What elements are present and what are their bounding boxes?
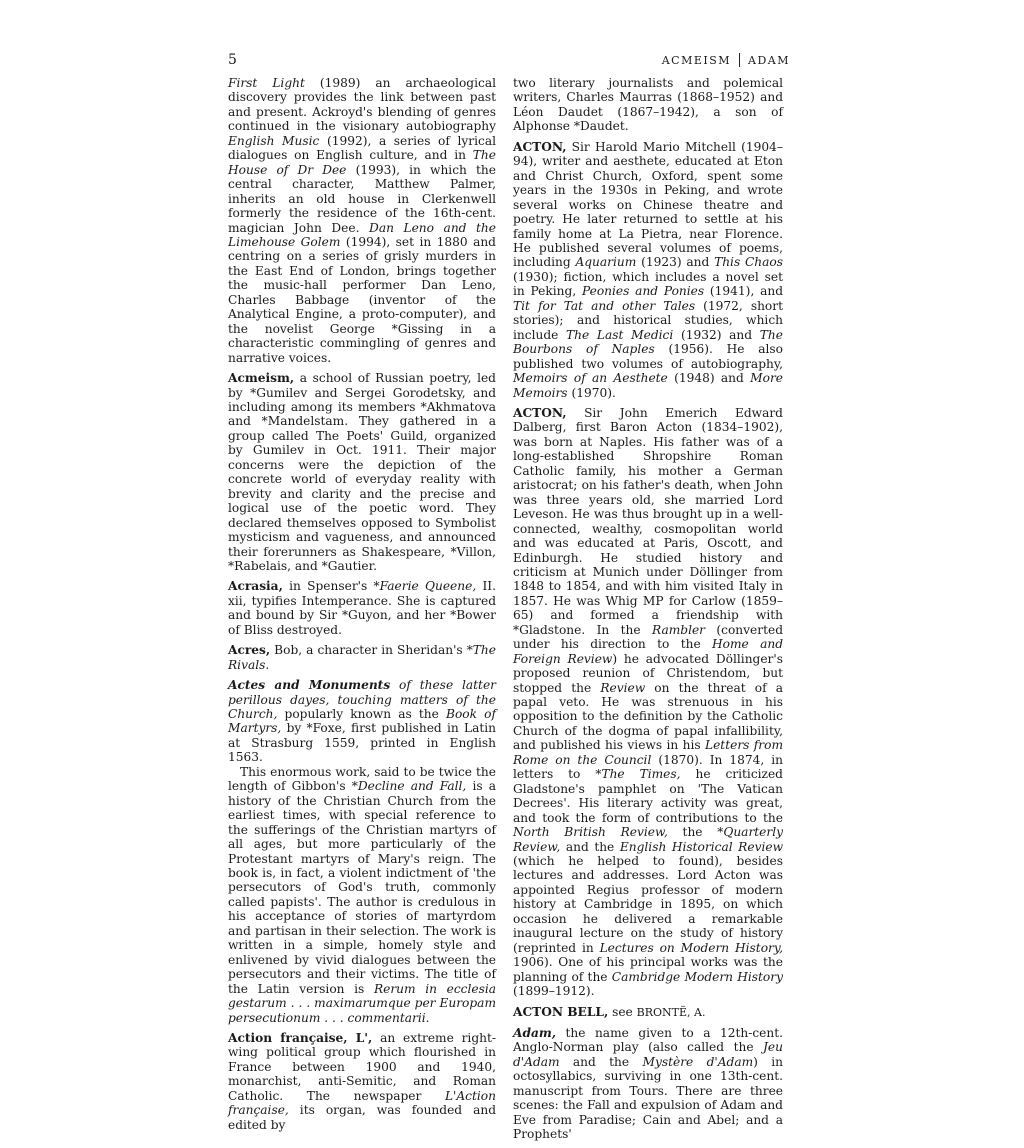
right-column	[513, 76, 783, 1148]
cross-reference: BRONTË, A.	[636, 1005, 706, 1019]
headword: ACTON,	[513, 139, 567, 154]
entry-acton-john: ACTON, Sir John Emerich Edward Dalberg, first Baron Acton (1834–1902), was born at Naples. His father was of a long-established Shropshire Roman Catholic family, his mother a German aristocrat; on his father's death, when John was three years old, she married Lord Leveson. He was thus brought up in a well-connected, wealthy, cosmopolitan world and was educated at Paris, Oscott, and Edinburgh. He studied history and criticism at Munich under Döllinger from 1848 to 1854, and with him visited Italy in 1857. He was Whig MP for Carlow (1859–65) and formed a friendship with *Gladstone. In the Rambler (converted under his direction to the Home and Foreign Review) he advocated Döllinger's proposed reunion of Christendom, but stopped the Review on the threat of a papal veto. He was strenuous in his opposition to the definition by the Catholic Church of the dogma of papal infallibility, and published his views in his Letters from Rome on the Council (1870). In 1874, in letters to *The Times, he criticized Gladstone's pamphlet on 'The Vatican Decrees'. His literary activity was great, and took the form of contributions to the North British Review, the *Quarterly Review, and the English Historical Review (which he helped to found), besides lectures and addresses. Lord Acton was appointed Regius professor of modern history at Cambridge in 1895, on which occasion he delivered a remarkable inaugural lecture on the study of history (reprinted in Lectures on Modern History, 1906). One of his principal works was the planning of the Cambridge Modern History (1899–1912).	[513, 405, 784, 999]
running-head-divider	[739, 53, 740, 67]
headword: Acrasia,	[228, 579, 283, 594]
headword: Actes and Monuments	[228, 678, 391, 693]
entry-acton-bell: ACTON BELL, see BRONTË, A.	[513, 1004, 706, 1019]
entry-actes-and-monuments-body: This enormous work, said to be twice the length of Gibbon's *Decline and Fall, is a history of the Christian Church from the earliest times, with special reference to the sufferings of the Christian martyrs of all ages, but more particularly of the Protestant martyrs of Mary's reign. The book is, in fact, a violent indictment of 'the persecutors of God's truth, commonly called papists'. The author is credulous in his acceptance of stories of martyrdom and partisan in their selection. The work is written in a simple, homely style and enlivened by vivid dialogues between the persecutors and their victims. The title of the Latin version is Rerum in ecclesia gestarum . . . maximarumque per Europam persecutionum . . . commentarii.	[228, 764, 496, 1025]
headword: Acres,	[228, 643, 271, 658]
entry-actes-and-monuments: Actes and Monuments of these latter perillous dayes, touching matters of the Church, popularly known as the Book of Martyrs, by *Foxe, first published in Latin at Strasburg 1559, printed in English 1563.	[228, 678, 496, 765]
entry-action-francaise-continued: two literary journalists and polemical writers, Charles Maurras (1868–1952) and Léon Daudet (1867–1942), a son of Alphonse *Daudet.	[513, 76, 783, 134]
running-head	[662, 53, 790, 67]
entry-acton-harold: ACTON, Sir Harold Mario Mitchell (1904–94), writer and aesthete, educated at Eton and Christ Church, Oxford, spent some years in the 1930s in Peking, and wrote several works on Chinese theatre and poetry. He later returned to settle at his family home at La Pietra, near Florence. He published several volumes of poems, including Aquarium (1923) and This Chaos (1930); fiction, which includes a novel set in Peking, Peonies and Ponies (1941), and Tit for Tat and other Tales (1972, short stories); and historical studies, which include The Last Medici (1932) and The Bourbons of Naples (1956). He also published two volumes of autobiography, Memoirs of an Aesthete (1948) and More Memoirs (1970).	[513, 139, 784, 400]
left-column	[228, 76, 496, 1138]
headword: Action française, L',	[228, 1031, 373, 1045]
page-number: 5	[228, 52, 237, 68]
running-head-last-entry: ADAM	[748, 53, 790, 67]
entry-ackroyd-continued: First Light (1989) an archaeological discovery provides the link between past and present. Ackroyd's blending of genres continued in the visionary autobiography English Music (1992), a series of lyrical dialogues on English culture, and in The House of Dr Dee (1993), in which the central character, Matthew Palmer, inherits an old house in Clerkenwell formerly the residence of the 16th-cent. magician John Dee. Dan Leno and the Limehouse Golem (1994), set in 1880 and centring on a series of grisly murders in the East End of London, brings together the music-hall performer Dan Leno, Charles Babbage (inventor of the Analytical Engine, a proto-computer), and the novelist George *Gissing in a characteristic commingling of genres and narrative voices.	[228, 76, 496, 365]
entry-acrasia: Acrasia, in Spenser's *Faerie Queene, II. xii, typifies Intemperance. She is captured and bound by Sir *Guyon, and her *Bower of Bliss destroyed.	[228, 579, 496, 637]
headword: ACTON BELL,	[513, 1004, 609, 1019]
headword: ACTON,	[513, 405, 567, 420]
headword: Adam,	[513, 1026, 557, 1040]
running-head-first-entry: ACMEISM	[661, 53, 732, 67]
entry-action-francaise: Action française, L', an extreme right-wing political group which flourished in France between 1900 and 1940, monarchist, anti-Semitic, and Roman Catholic. The newspaper L'Action française, its organ, was founded and edited by	[228, 1031, 496, 1132]
entry-adam: Adam, the name given to a 12th-cent. Anglo-Norman play (also called the Jeu d'Adam and the Mystère d'Adam) in octosyllabics, surviving in one 13th-cent. manuscript from Tours. There are three scenes: the Fall and expulsion of Adam and Eve from Paradise; Cain and Abel; and a Prophets'	[513, 1026, 783, 1142]
headword: Acmeism,	[228, 371, 295, 386]
entry-acres: Acres, Bob, a character in Sheridan's *The Rivals.	[228, 643, 496, 672]
entry-acmeism: Acmeism, a school of Russian poetry, led by *Gumilev and Sergei Gorodetsky, and including among its members *Akhmatova and *Mandelstam. They gathered in a group called The Poets' Guild, organized by Gumilev in Oct. 1911. Their major concerns were the depiction of the concrete world of everyday reality with brevity and clarity and the precise and logical use of the poetic word. They declared themselves opposed to Symbolist mysticism and vagueness, and announced their forerunners as Shakespeare, *Villon, *Rabelais, and *Gautier.	[228, 371, 496, 573]
